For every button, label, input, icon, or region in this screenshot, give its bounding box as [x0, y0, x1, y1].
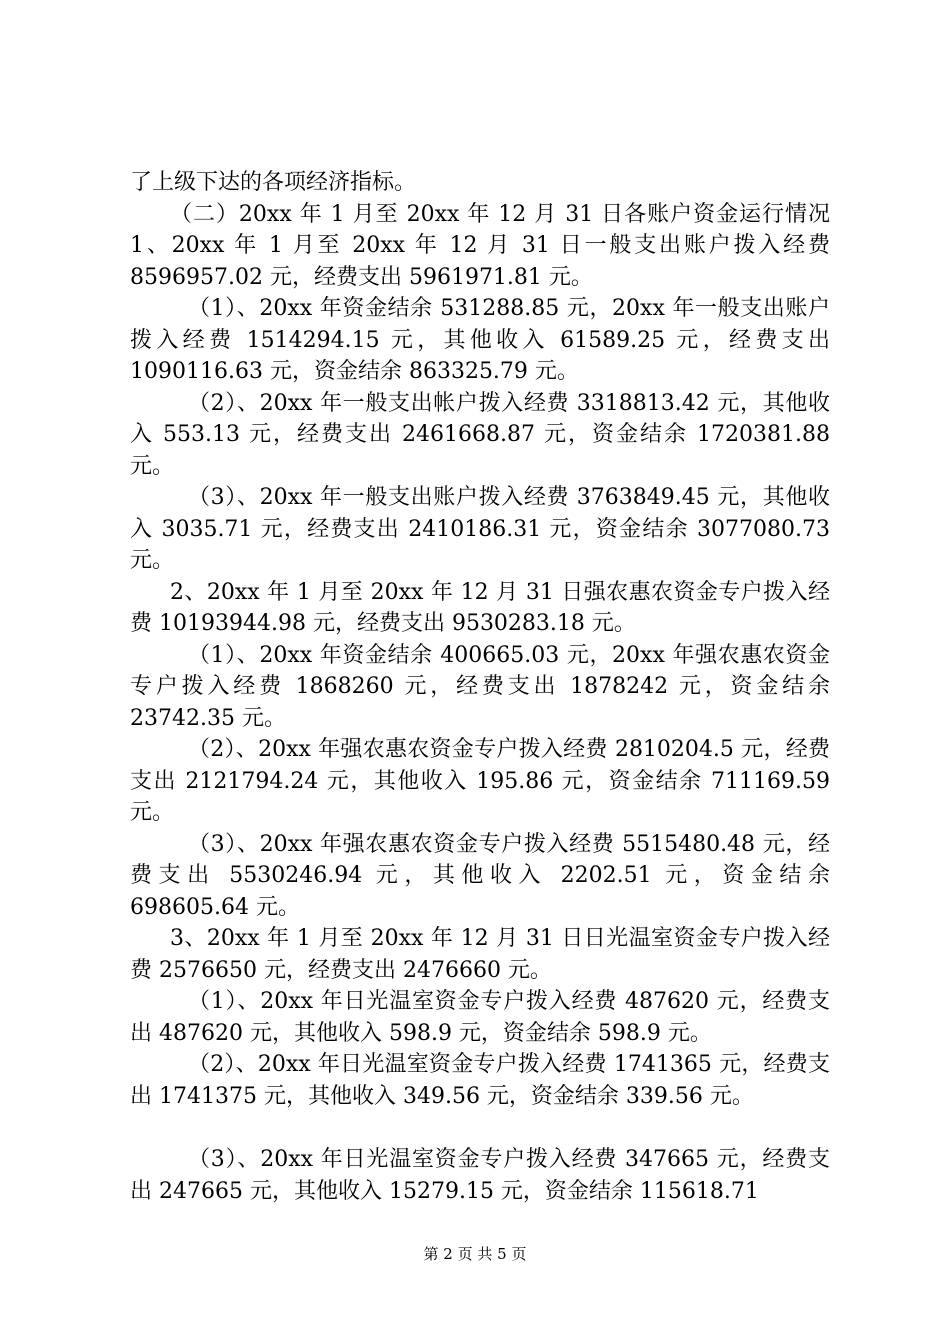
- paragraph-greenhouse-1: （1）、20xx 年日光温室资金专户拨入经费 487620 元，经费支出 487620 元，其他收入 598.9 元，资金结余 598.9 元。: [130, 989, 830, 1046]
- paragraph-section-2: （二）20xx 年 1 月至 20xx 年 12 月 31 日各账户资金运行情况 1、20xx 年 1 月至 20xx 年 12 月 31 日一般支出账户拨入经费 8596957.02 元，经费支出 5961971.81 元。: [130, 201, 830, 290]
- paragraph-general-1: （1）、20xx 年资金结余 531288.85 元，20xx 年一般支出账户拨入经费 1514294.15 元，其他收入 61589.25 元，经费支出 1090116.63 元，资金结余 863325.79 元。: [130, 296, 830, 384]
- page-footer: 第 2 页 共 5 页: [423, 1245, 527, 1263]
- paragraph-agri-summary: 2、20xx 年 1 月至 20xx 年 12 月 31 日强农惠农资金专户拨入经费 10193944.98 元，经费支出 9530283.18 元。: [130, 579, 830, 636]
- paragraph-continuation: 了上级下达的各项经济指标。: [130, 170, 417, 195]
- paragraph-greenhouse-summary: 3、20xx 年 1 月至 20xx 年 12 月 31 日日光温室资金专户拨入经费 2576650 元，经费支出 2476660 元。: [130, 926, 830, 983]
- paragraph-general-3: （3）、20xx 年一般支出账户拨入经费 3763849.45 元，其他收入 3035.71 元，经费支出 2410186.31 元，资金结余 3077080.73 元。: [130, 485, 830, 573]
- document-body: [130, 167, 830, 1207]
- paragraph-greenhouse-3: （3）、20xx 年日光温室资金专户拨入经费 347665 元，经费支出 247665 元，其他收入 15279.15 元，资金结余 115618.71: [130, 1147, 830, 1204]
- paragraph-greenhouse-2: （2）、20xx 年日光温室资金专户拨入经费 1741365 元，经费支出 1741375 元，其他收入 349.56 元，资金结余 339.56 元。: [130, 1052, 830, 1109]
- paragraph-agri-1: （1）、20xx 年资金结余 400665.03 元，20xx 年强农惠农资金专户拨入经费 1868260 元，经费支出 1878242 元，资金结余 23742.35 元。: [130, 642, 830, 731]
- paragraph-general-2: （2）、20xx 年一般支出帐户拨入经费 3318813.42 元，其他收入 553.13 元，经费支出 2461668.87 元，资金结余 1720381.88 元。: [130, 390, 830, 479]
- paragraph-agri-2: （2）、20xx 年强农惠农资金专户拨入经费 2810204.5 元，经费支出 2121794.24 元，其他收入 195.86 元，资金结余 711169.59 元。: [130, 737, 830, 825]
- paragraph-agri-3: （3）、20xx 年强农惠农资金专户拨入经费 5515480.48 元，经费支出 5530246.94 元，其他收入 2202.51 元，资金结余 698605.64 元。: [130, 831, 830, 920]
- paragraph-gap: [130, 1112, 830, 1144]
